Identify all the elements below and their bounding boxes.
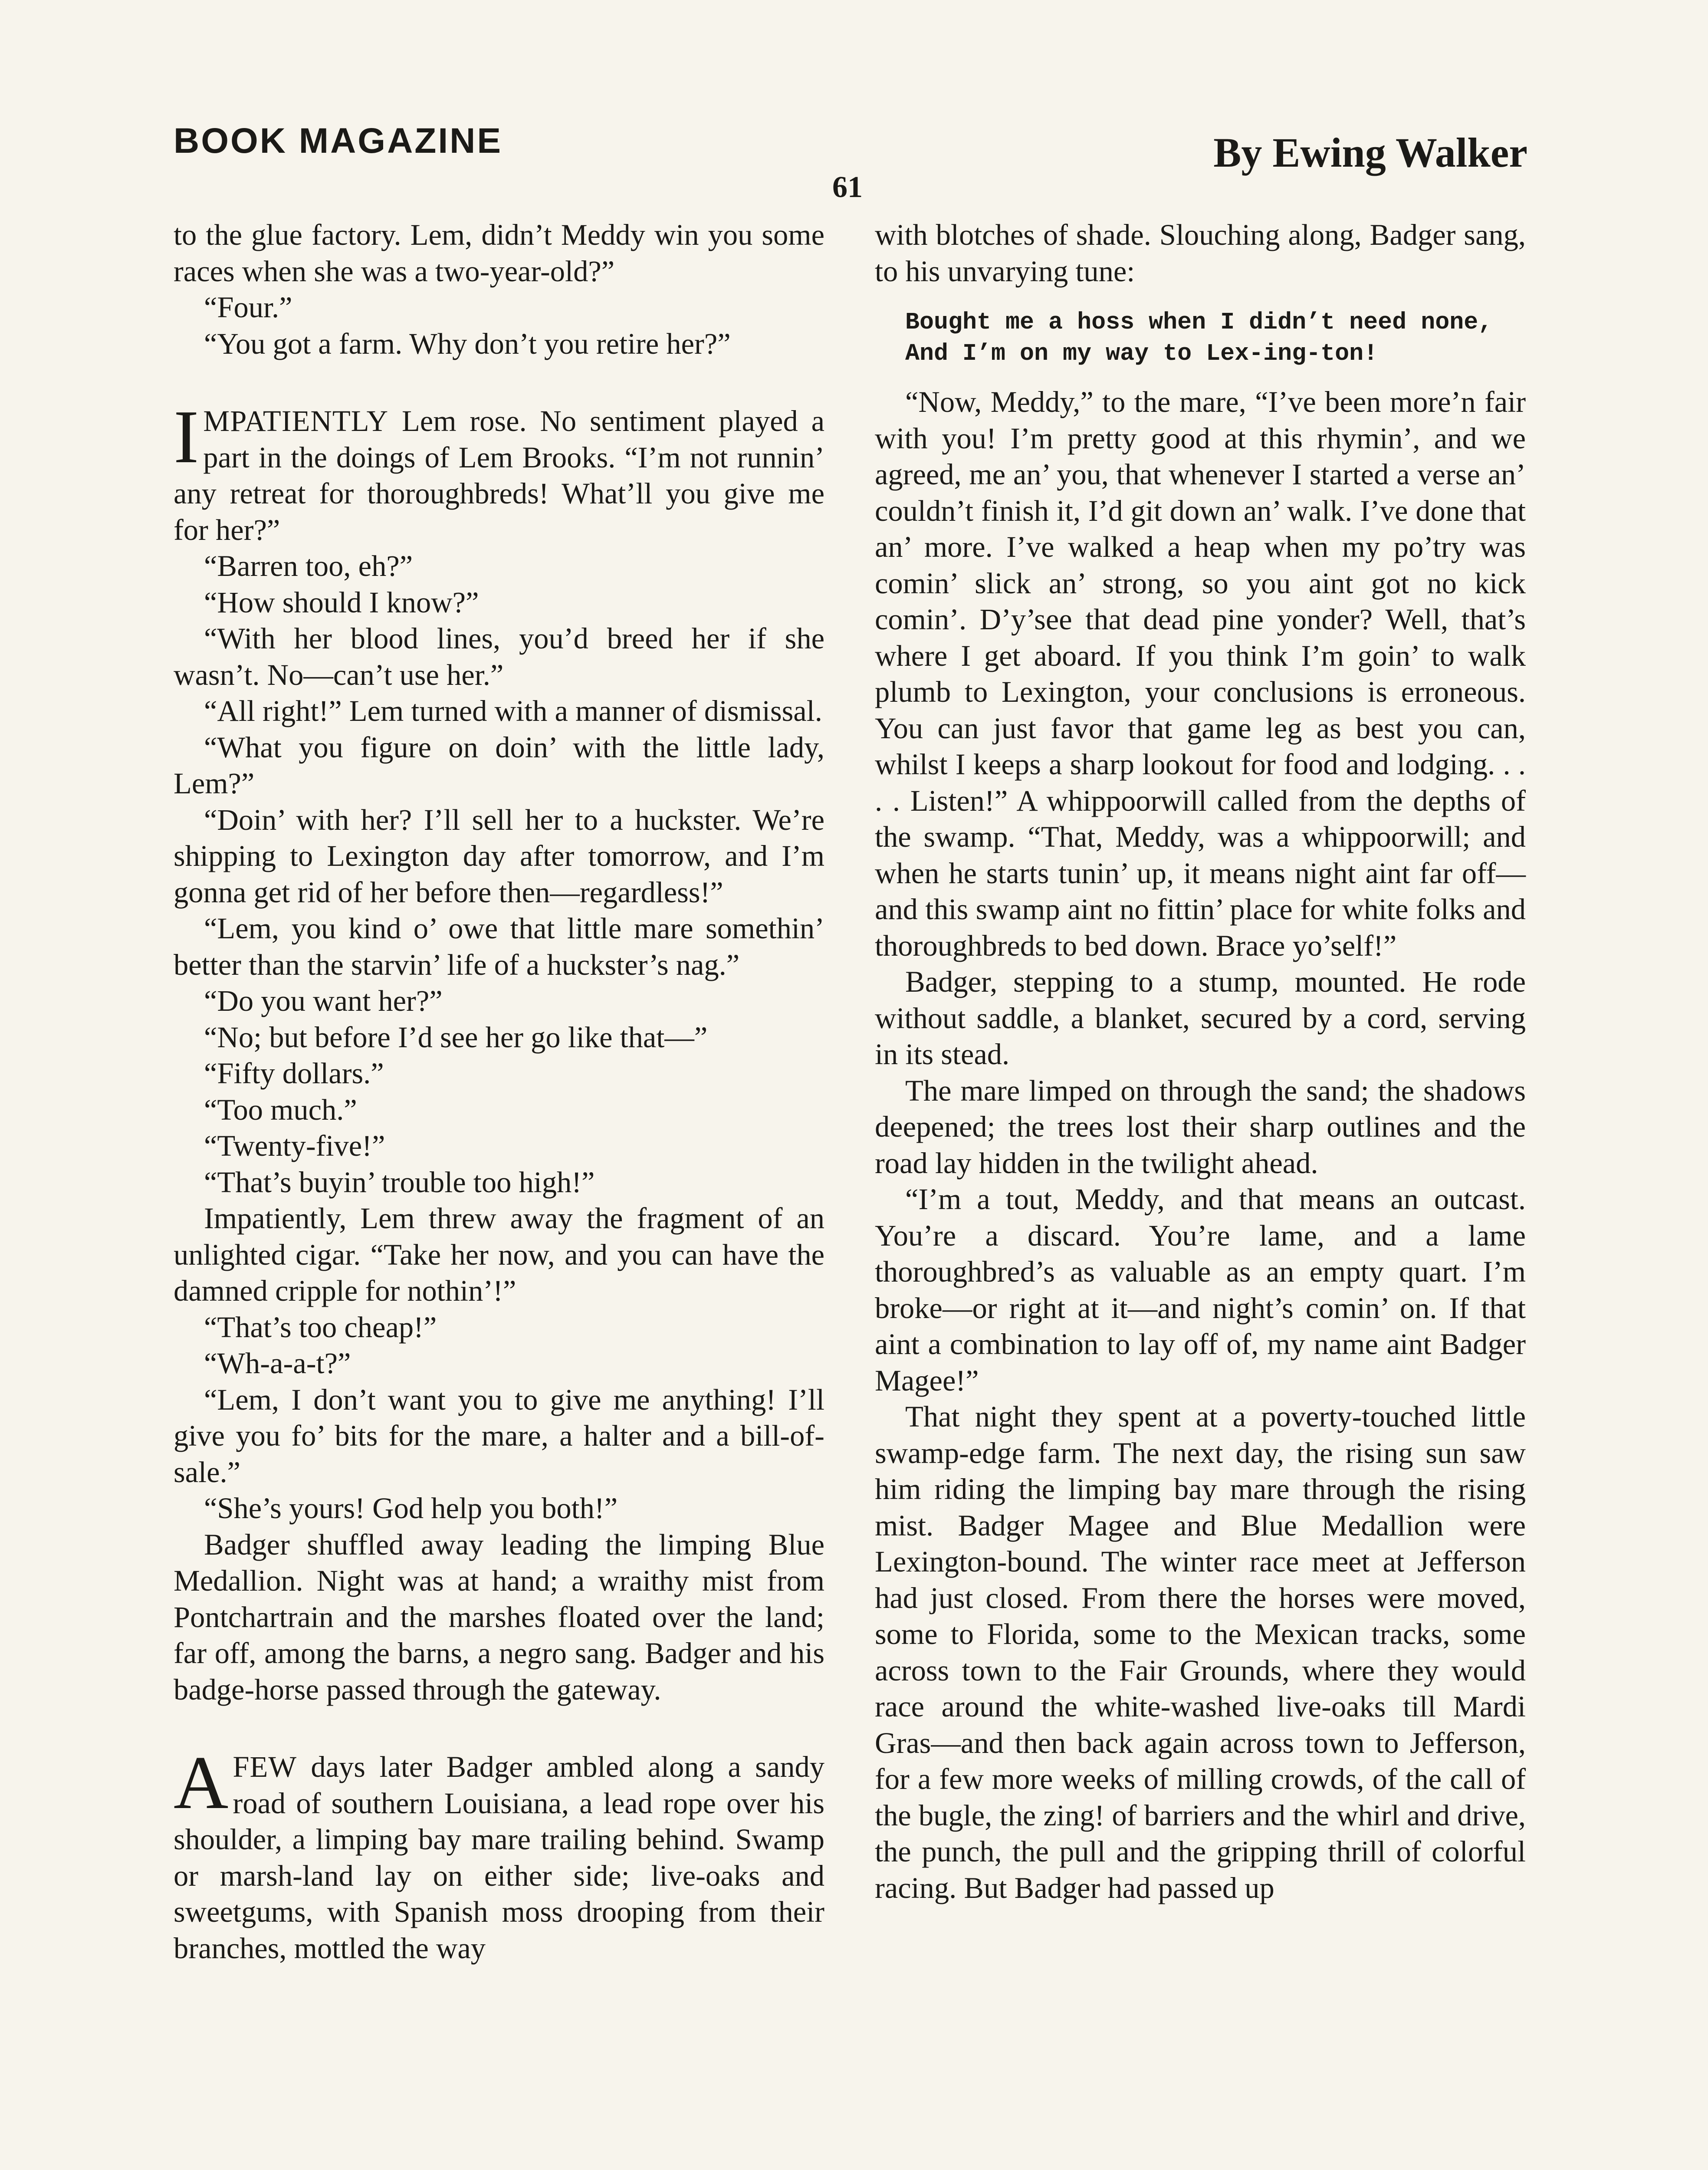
lead-word: FEW: [233, 1750, 297, 1783]
section-opening-paragraph: [174, 1740, 824, 1966]
section-opening-paragraph: [174, 395, 824, 548]
paragraph: “Lem, you kind o’ owe that little mare somethin’ better than the starvin’ life of a huckster’s nag.”: [174, 912, 824, 981]
paragraph: “Lem, I don’t want you to give me anything! I’ll give you fo’ bits for the mare, a halter and a bill-of-sale.”: [174, 1383, 824, 1489]
verse-line: And I’m on my way to Lex-ing-ton!: [905, 340, 1378, 367]
paragraph: “Wh-a-a-t?”: [204, 1347, 351, 1380]
song-verse: [905, 307, 1526, 369]
paragraph-text: days later Badger ambled along a sandy road of southern Louisiana, a lead rope over his shoulder, a limping bay mare trailing behind. Swamp or marsh-land lay on either side; live-oaks and sweetgums, with Spanish moss drooping from their branches, mottled the way: [174, 1750, 824, 1965]
drop-cap: A: [174, 1740, 229, 1825]
drop-cap: I: [174, 395, 199, 479]
paragraph: Badger shuffled away leading the limping Blue Medallion. Night was at hand; a wraithy mist from Pontchartrain and the marshes floated over the land; far off, among the barns, a negro sang. Badger and his badge-horse passed through the gateway.: [174, 1528, 824, 1706]
paragraph: “Now, Meddy,” to the mare, “I’ve been more’n fair with you! I’m pretty good at this rhymin’, and we agreed, me an’ you, that whenever I started a verse an’ couldn’t finish it, I’d git down an’ walk. I’ve done that an’ more. I’ve walked a heap when my po’try was comin’ slick an’ strong, so you aint got no kick comin’. D’y’see that dead pine yonder? Well, that’s where I get aboard. If you think I’m goin’ to walk plumb to Lexington, your conclusions is erroneous. You can just favor that game leg as best you can, whilst I keeps a sharp lookout for food and lodging. . . . . Listen!” A whippoorwill called from the depths of the swamp. “That, Meddy, was a whippoorwill; and when he starts tunin’ up, it means night aint far off—and this swamp aint no fittin’ place for white folks and thoroughbreds to bed down. Brace yo’self!”: [875, 385, 1526, 962]
paragraph: That night they spent at a poverty-touched little swamp-edge farm. The next day, the rising sun saw him riding the limping bay mare through the rising mist. Badger Magee and Blue Medallion were Lexington-bound. The winter race meet at Jefferson had just closed. From there the horses were moved, some to Florida, some to the Mexican tracks, some across town to the Fair Grounds, where they would race around the white-washed live-oaks till Mardi Gras—and then back again across town to Jefferson, for a few more weeks of milling crowds, of the call of the bugle, the zing! of barriers and the whirl and drive, the punch, the pull and the gripping thrill of colorful racing. But Badger had passed up: [875, 1400, 1526, 1904]
paragraph: “How should I know?”: [204, 585, 479, 619]
paragraph: “That’s too cheap!”: [204, 1310, 437, 1344]
paragraph: “You got a farm. Why don’t you retire her?”: [204, 327, 731, 360]
paragraph: “That’s buyin’ trouble too high!”: [204, 1165, 595, 1199]
paragraph: Impatiently, Lem threw away the fragment of an unlighted cigar. “Take her now, and you can have the damned cripple for nothin’!”: [174, 1202, 824, 1307]
paragraph: with blotches of shade. Slouching along, Badger sang, to his unvarying tune:: [875, 218, 1526, 288]
paragraph: to the glue factory. Lem, didn’t Meddy win you some races when she was a two-year-old?”: [174, 218, 824, 288]
magazine-title: BOOK MAGAZINE: [174, 121, 503, 161]
paragraph: “Twenty-five!”: [204, 1129, 385, 1162]
paragraph: “Barren too, eh?”: [204, 549, 413, 582]
paragraph: “Too much.”: [204, 1093, 357, 1126]
right-column: [875, 217, 1526, 1906]
paragraph: “No; but before I’d see her go like that—”: [204, 1020, 708, 1054]
paragraph: “She’s yours! God help you both!”: [204, 1492, 618, 1525]
paragraph-text: Lem rose. No sentiment played a part in the doings of Lem Brooks. “I’m not runnin’ any retreat for thoroughbreds! What’ll you give me for her?”: [174, 404, 824, 546]
lead-word: MPATIENTLY: [203, 404, 389, 437]
paragraph: “All right!” Lem turned with a manner of dismissal.: [204, 694, 822, 727]
left-column: [174, 217, 824, 1966]
author-byline: By Ewing Walker: [1213, 129, 1527, 176]
paragraph: “What you figure on doin’ with the little lady, Lem?”: [174, 730, 824, 800]
paragraph: “Do you want her?”: [204, 984, 443, 1017]
paragraph: “Fifty dollars.”: [204, 1057, 384, 1090]
paragraph: “I’m a tout, Meddy, and that means an outcast. You’re a discard. You’re lame, and a lame thoroughbred’s as valuable as an empty quart. I’m broke—or right at it—and night’s comin’ on. If that aint a combination to lay off of, my name aint Badger Magee!”: [875, 1183, 1526, 1397]
paragraph: Badger, stepping to a stump, mounted. He rode without saddle, a blanket, secured by a cord, serving in its stead.: [875, 965, 1526, 1071]
paragraph: The mare limped on through the sand; the shadows deepened; the trees lost their sharp outlines and the road lay hidden in the twilight ahead.: [875, 1074, 1526, 1180]
page-number: 61: [832, 171, 863, 204]
paragraph: “With her blood lines, you’d breed her if she wasn’t. No—can’t use her.”: [174, 622, 824, 691]
paragraph: “Doin’ with her? I’ll sell her to a huckster. We’re shipping to Lexington day after tomorrow, and I’m gonna get rid of her before then—regardless!”: [174, 803, 824, 909]
paragraph: “Four.”: [204, 291, 292, 324]
verse-line: Bought me a hoss when I didn’t need none,: [905, 309, 1493, 336]
